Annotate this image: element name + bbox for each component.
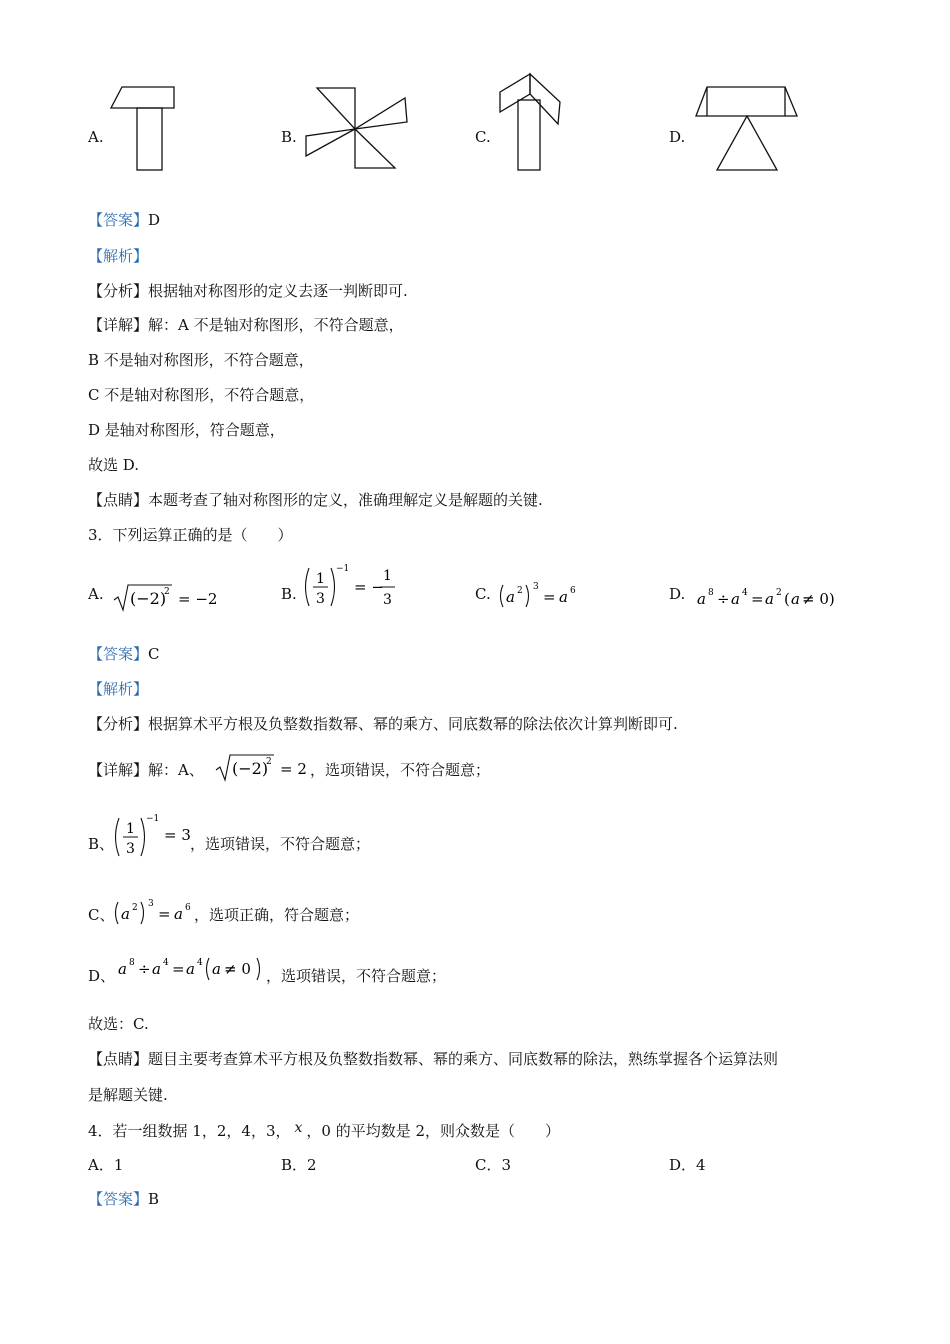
q3-xiangjie-b-prefix: B、 [88,835,115,853]
svg-text:a: a [212,960,221,978]
q3-detail-b-formula [112,812,202,862]
svg-text:(: ( [784,590,790,608]
q3-xiangjie-b-suffix: ，选项错误，不符合题意； [190,835,371,853]
q3-detail-c-formula [112,897,202,927]
svg-text:≠ 0): ≠ 0) [802,590,835,608]
q4-option-d: D．4 [669,1156,706,1174]
fenxi-text: 根据轴对称图形的定义去逐一判断即可. [148,282,408,300]
q4-option-a: A．1 [88,1156,124,1174]
svg-text:a: a [731,590,740,608]
q3-xiangjie-c-prefix: C、 [88,906,115,924]
svg-text:3: 3 [126,841,135,857]
q3-dianjing-line2: 是解题关键. [88,1086,168,1104]
answer-value: C [148,645,160,663]
q3-xiangjie-c-suffix: ，选项正确，符合题意； [194,906,360,924]
svg-text:= 2: = 2 [280,760,307,778]
svg-text:÷: ÷ [138,960,151,978]
answer-tag: 【答案】 [88,645,149,663]
q3-option-b-formula [302,562,402,612]
t-shape-icon [110,86,176,172]
q3-option-d-formula [695,582,845,612]
q3-option-c-formula [497,580,587,610]
q4-option-b: B．2 [281,1156,317,1174]
svg-text:a: a [186,960,195,978]
q3-xiangjie-a-suffix: ，选项错误，不符合题意； [310,761,491,779]
svg-text:= −2: = −2 [178,590,218,608]
xiangjie-tag: 【详解】 [88,316,149,334]
svg-text:6: 6 [570,586,576,596]
answer-value: D [148,211,161,229]
svg-text:2: 2 [776,588,782,598]
q2-conclusion: 故选 D. [88,456,140,474]
answer-tag: 【答案】 [88,211,149,229]
q2-option-c-label: C. [475,128,491,146]
analysis-tag: 【解析】 [88,247,149,265]
q3-conclusion: 故选：C. [88,1015,149,1033]
arrow-up-icon [498,72,564,172]
q3-dianjing-line1 [88,1049,778,1069]
q3-option-a-label: A. [88,585,104,603]
svg-text:≠ 0: ≠ 0 [224,960,251,978]
svg-text:a: a [791,590,800,608]
q2-xiangjie-line-c: C 不是轴对称图形，不符合题意， [88,386,315,404]
svg-text:2: 2 [517,586,523,596]
svg-text:a: a [121,905,130,923]
fenxi-tag: 【分析】 [88,282,149,300]
q3-xiangjie-d-prefix: D、 [88,967,116,985]
q4-title-prefix: 4．若一组数据 1，2，4，3， [88,1122,291,1140]
svg-text:a: a [697,590,706,608]
fenxi-text: 根据算术平方根及负整数指数幂、幂的乘方、同底数幂的除法依次计算判断即可. [148,715,678,733]
q4-option-c: C．3 [475,1156,512,1174]
q2-answer-line [88,210,160,230]
svg-text:a: a [506,588,515,606]
svg-text:=: = [172,960,185,978]
dianjing-tag: 【点睛】 [88,491,149,509]
q2-option-a-label: A. [88,128,104,146]
pinwheel-icon [303,86,409,170]
q3-detail-a-formula [214,752,314,782]
q3-option-b-label: B. [281,585,297,603]
svg-text:= −: = − [354,578,384,596]
svg-text:1: 1 [126,821,135,837]
svg-text:−1: −1 [146,814,160,824]
svg-text:8: 8 [708,588,714,598]
svg-text:4: 4 [163,958,169,968]
svg-text:= 3: = 3 [164,826,191,844]
answer-tag: 【答案】 [88,1190,149,1208]
q3-option-d-label: D. [669,585,686,603]
svg-text:a: a [152,960,161,978]
q2-fenxi-line [88,281,408,301]
q3-xiangjie-a [88,760,204,780]
svg-text:8: 8 [129,958,135,968]
svg-text:÷: ÷ [717,590,730,608]
xiangjie-a-prefix: 解：A、 [148,761,204,779]
svg-text:3: 3 [148,899,154,909]
svg-text:4: 4 [197,958,203,968]
svg-text:3: 3 [533,582,539,592]
svg-text:3: 3 [383,592,392,608]
xiangjie-text: 解：A 不是轴对称图形，不符合题意， [148,316,404,334]
answer-value: B [148,1190,160,1208]
svg-text:(−2): (−2) [232,759,269,778]
svg-text:a: a [765,590,774,608]
q2-dianjing-line [88,490,543,510]
svg-text:4: 4 [742,588,748,598]
svg-text:6: 6 [185,903,191,913]
q4-title [88,1121,560,1142]
q2-option-b-label: B. [281,128,297,146]
dianjing-tag: 【点睛】 [88,1050,149,1068]
svg-text:(−2): (−2) [130,589,167,608]
q3-fenxi-line [88,714,678,734]
svg-text:=: = [158,905,171,923]
q3-option-c-label: C. [475,585,491,603]
q3-title: 3．下列运算正确的是（ ） [88,526,293,544]
dianjing-text: 本题考查了轴对称图形的定义，准确理解定义是解题的关键. [148,491,543,509]
svg-text:2: 2 [266,757,272,767]
q3-answer-line [88,644,160,664]
trapezoid-triangle-icon [695,86,799,172]
q4-title-var: x [294,1120,303,1136]
fenxi-tag: 【分析】 [88,715,149,733]
svg-text:−1: −1 [336,564,350,574]
svg-text:1: 1 [316,571,325,587]
q2-xiangjie-line-d: D 是轴对称图形，符合题意， [88,421,285,439]
q2-xiangjie-line [88,315,404,335]
q4-title-suffix: ，0 的平均数是 2，则众数是（ ） [306,1122,561,1140]
svg-text:2: 2 [164,587,170,597]
svg-text:1: 1 [383,568,392,584]
svg-text:a: a [559,588,568,606]
dianjing-text: 题目主要考查算术平方根及负整数指数幂、幂的乘方、同底数幂的除法，熟练掌握各个运算法则 [148,1050,779,1068]
q4-answer-line [88,1189,159,1209]
svg-text:a: a [174,905,183,923]
svg-text:2: 2 [132,903,138,913]
q3-detail-d-formula [116,954,271,984]
q2-option-d-label: D. [669,128,686,146]
svg-text:3: 3 [316,591,325,607]
q2-xiangjie-line-b: B 不是轴对称图形，不符合题意， [88,351,314,369]
q3-option-a-formula [112,582,232,612]
analysis-tag: 【解析】 [88,680,149,698]
xiangjie-tag: 【详解】 [88,761,149,779]
q3-analysis-line [88,679,148,699]
svg-text:=: = [751,590,764,608]
svg-text:=: = [543,588,556,606]
q2-analysis-line [88,246,148,266]
svg-text:a: a [118,960,127,978]
q3-xiangjie-d-suffix: ，选项错误，不符合题意； [266,967,447,985]
